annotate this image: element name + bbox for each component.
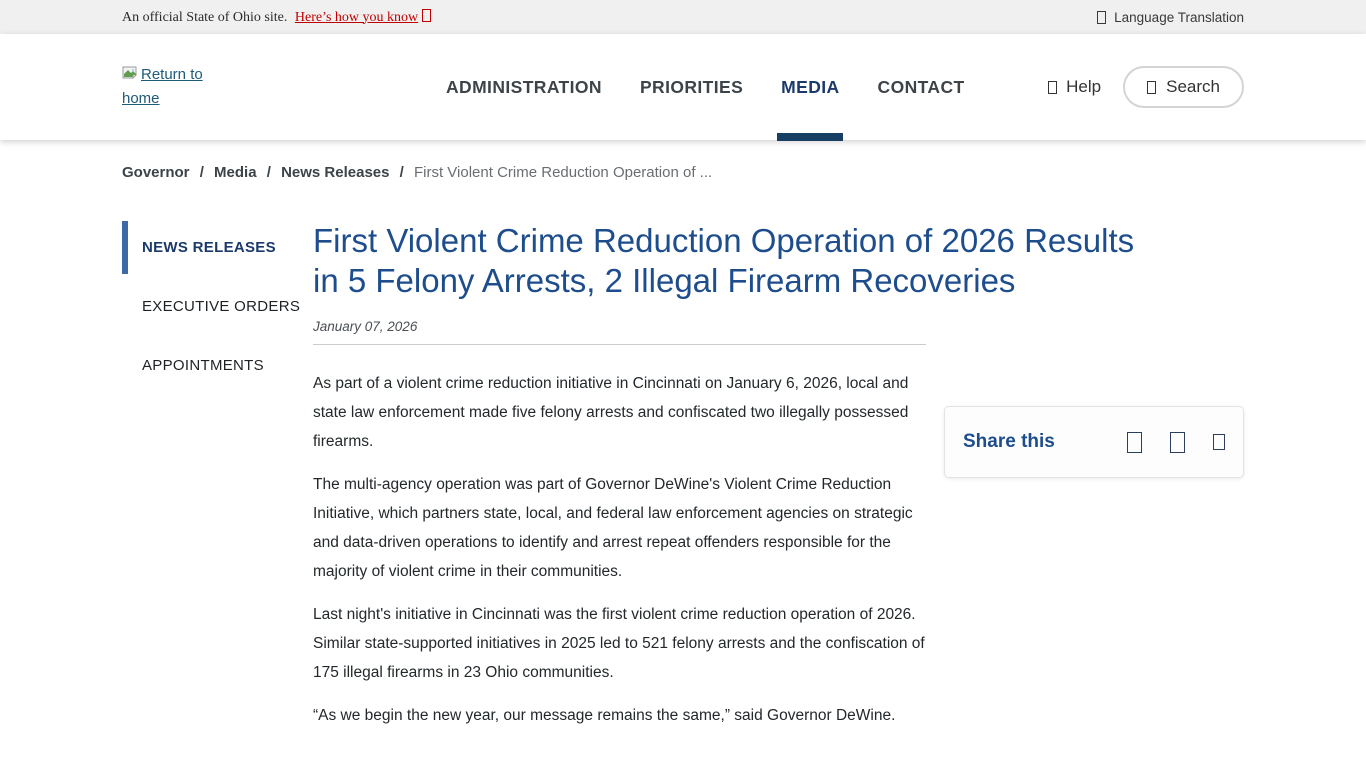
chevron-down-icon[interactable]: [422, 9, 431, 22]
breadcrumb-separator: /: [199, 164, 204, 181]
share-this-label: Share this: [963, 431, 1055, 452]
official-site-text: An official State of Ohio site.: [122, 9, 288, 25]
share-card: [944, 406, 1244, 478]
site-header: [0, 34, 1366, 140]
nav-priorities[interactable]: PRIORITIES: [639, 76, 744, 97]
article-paragraph: As part of a violent crime reduction initiative in Cincinnati on January 6, 2026, local and state law enforcement made five felony arrests and confiscated two illegally possessed firearms.: [313, 375, 909, 450]
official-site-notice: [122, 9, 431, 26]
header-actions: [1048, 66, 1244, 108]
facebook-icon[interactable]: [1127, 432, 1142, 453]
main-nav: [446, 34, 965, 140]
nav-administration[interactable]: ADMINISTRATION: [446, 76, 602, 97]
twitter-icon[interactable]: [1170, 432, 1185, 453]
search-button[interactable]: [1123, 66, 1244, 108]
breadcrumb-separator: /: [266, 164, 271, 181]
help-icon: [1048, 81, 1057, 94]
breadcrumb: [122, 140, 1244, 181]
search-icon: [1147, 81, 1156, 94]
divider: [313, 344, 926, 345]
utility-bar: [0, 0, 1366, 34]
home-logo-link[interactable]: [122, 64, 218, 111]
sidebar-item-label: EXECUTIVE ORDERS: [142, 298, 301, 315]
right-rail: [944, 221, 1244, 730]
help-label: Help: [1066, 77, 1102, 96]
article-paragraph: The multi-agency operation was part of Governor DeWine's Violent Crime Reduction Initiative, which partners state, local, and federal law enforcement agencies on strategic and data-driven operations to identify and arrest repeat offenders responsible for the majority of violent crime in their communities.: [313, 476, 913, 580]
search-label: Search: [1166, 77, 1220, 96]
article-paragraph: “As we begin the new year, our message remains the same,” said Governor DeWine.: [313, 707, 896, 724]
sidebar-item-label: APPOINTMENTS: [142, 357, 264, 374]
article-date: January 07, 2026: [313, 319, 418, 334]
sidebar-item-label: NEWS RELEASES: [142, 239, 276, 256]
how-you-know-link[interactable]: Here’s how you know: [294, 9, 419, 25]
broken-image-icon: [122, 65, 139, 89]
content-row: [122, 221, 1244, 730]
sidebar-item-executive-orders[interactable]: [122, 280, 313, 333]
sidebar-item-news-releases[interactable]: [122, 221, 313, 274]
breadcrumb-governor[interactable]: Governor: [122, 164, 190, 181]
breadcrumb-separator: /: [399, 164, 404, 181]
email-icon[interactable]: [1213, 434, 1225, 450]
language-translation[interactable]: [1097, 10, 1244, 25]
nav-contact[interactable]: CONTACT: [877, 76, 965, 97]
share-icons: [1127, 432, 1225, 453]
sidebar: [122, 221, 313, 730]
article-paragraph: Last night's initiative in Cincinnati was the first violent crime reduction operation of 2026. Similar state-supported initiatives in 2025 led to 521 felony arrests and the confiscation of 175 illegal firearms in 23 Ohio communities.: [313, 606, 925, 681]
globe-icon: [1097, 11, 1106, 24]
language-translation-label: Language Translation: [1114, 9, 1244, 25]
logo-alt-text: Return to home: [122, 65, 203, 107]
help-link[interactable]: [1048, 77, 1101, 97]
breadcrumb-current: First Violent Crime Reduction Operation of ...: [413, 164, 713, 181]
breadcrumb-media[interactable]: Media: [214, 164, 257, 181]
nav-media[interactable]: MEDIA: [781, 34, 839, 140]
page-title: First Violent Crime Reduction Operation of 2026 Results in 5 Felony Arrests, 2 Illegal Firearm Recoveries: [313, 222, 1135, 299]
sidebar-item-appointments[interactable]: [122, 339, 313, 392]
breadcrumb-news-releases[interactable]: News Releases: [281, 164, 390, 181]
